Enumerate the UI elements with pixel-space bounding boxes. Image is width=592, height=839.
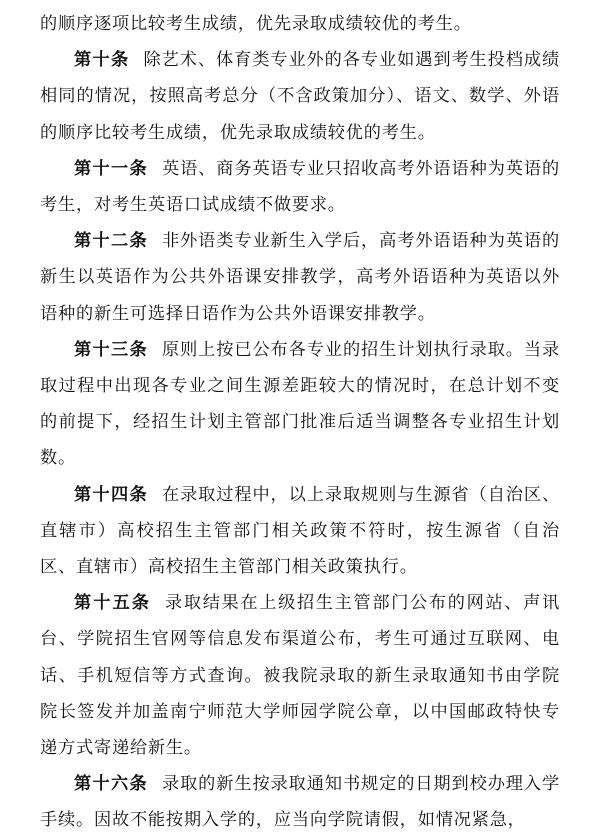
article-10 (40, 42, 560, 151)
article-number: 第十三条 (74, 339, 148, 360)
article-text: 非外语类专业新生入学后，高考外语语种为英语的新生以英语作为公共外语课安排教学，高考外语语种为英语以外语种的新生可选择日语作为公共外语课安排教学。 (40, 231, 560, 324)
article-14 (40, 477, 560, 586)
document-page (40, 6, 560, 839)
article-11 (40, 151, 560, 223)
article-text: 录取的新生按录取通知书规定的日期到校办理入学手续。因故不能按期入学的，应当向学院请假，如情况紧急， (40, 774, 560, 831)
article-text: 英语、商务英语专业只招收高考外语语种为英语的考生，对考生英语口试成绩不做要求。 (40, 158, 560, 216)
article-number: 第十六条 (74, 774, 148, 795)
article-number: 第十条 (74, 50, 130, 71)
article-12 (40, 223, 560, 332)
article-text: 在录取过程中，以上录取规则与生源省（自治区、直辖市）高校招生主管部门相关政策不符时，按生源省（自治区、直辖市）高校招生主管部门相关政策执行。 (40, 484, 560, 578)
article-number: 第十一条 (74, 158, 148, 179)
article-16 (40, 766, 560, 838)
article-number: 第十四条 (74, 484, 148, 505)
article-13 (40, 332, 560, 477)
article-text: 除艺术、体育类专业外的各专业如遇到考生投档成绩相同的情况，按照高考总分（不含政策加分）、语文、数学、外语的顺序比较考生成绩，优先录取成绩较优的考生。 (40, 50, 560, 143)
article-15 (40, 585, 560, 766)
lead-paragraph: 的顺序逐项比较考生成绩，优先录取成绩较优的考生。 (40, 14, 472, 34)
article-text: 原则上按已公布各专业的招生计划执行录取。当录取过程中出现各专业之间生源差距较大的情况时，在总计划不变的前提下，经招生计划主管部门批准后适当调整各专业招生计划数。 (40, 339, 560, 469)
article-text: 录取结果在上级招生主管部门公布的网站、声讯台、学院招生官网等信息发布渠道公布，考生可通过互联网、电话、手机短信等方式查询。被我院录取的新生录取通知书由学院院长签发并加盖南宁师范大学师园学院公章，以中国邮政特快专递方式寄递给新生。 (40, 593, 560, 759)
article-number: 第十二条 (74, 231, 148, 252)
article-number: 第十五条 (74, 593, 151, 614)
